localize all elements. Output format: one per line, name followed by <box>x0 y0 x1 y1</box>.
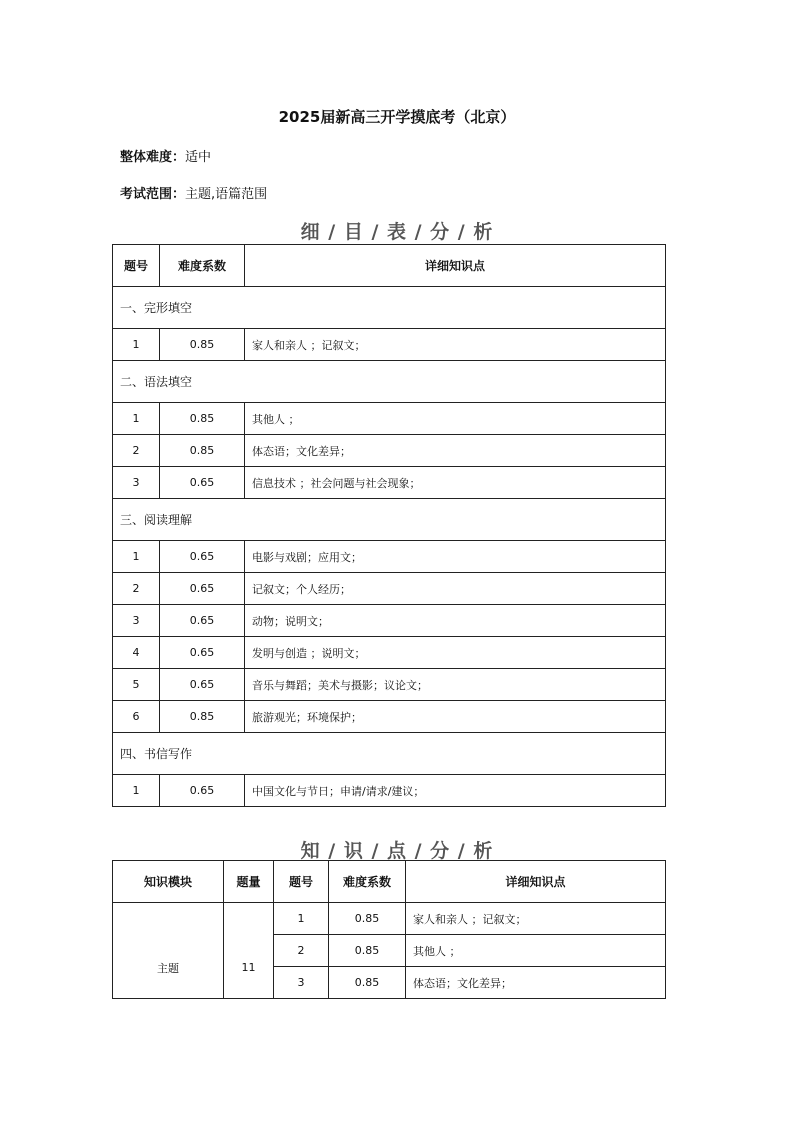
detail-section-title: 细 / 目 / 表 / 分 / 析 <box>300 221 494 243</box>
difficulty-coef: 0.65 <box>160 637 245 669</box>
knowledge-points: 信息技术 ；社会问题与社会现象； <box>245 467 666 499</box>
question-no: 5 <box>113 669 160 701</box>
exam-scope <box>120 183 267 202</box>
header-count: 题量 <box>224 861 274 903</box>
table-row <box>113 775 666 807</box>
category-cloze: 一、完形填空 <box>113 287 666 329</box>
table-row <box>113 467 666 499</box>
question-no: 2 <box>113 573 160 605</box>
difficulty-coef: 0.85 <box>329 967 406 999</box>
document-title: 2025届新高三开学摸底考（北京） <box>278 108 516 126</box>
question-no: 3 <box>113 605 160 637</box>
knowledge-points: 动物；说明文； <box>245 605 666 637</box>
question-no: 2 <box>113 435 160 467</box>
knowledge-points: 体态语；文化差异； <box>406 967 666 999</box>
category-row <box>113 499 666 541</box>
question-no: 4 <box>113 637 160 669</box>
category-row <box>113 287 666 329</box>
table-row <box>113 573 666 605</box>
question-no: 3 <box>113 467 160 499</box>
table-row <box>113 541 666 573</box>
header-difficulty: 难度系数 <box>160 245 245 287</box>
question-no: 2 <box>274 935 329 967</box>
knowledge-table <box>112 860 666 999</box>
knowledge-section-title: 知 / 识 / 点 / 分 / 析 <box>300 840 494 862</box>
question-no: 1 <box>113 775 160 807</box>
question-no: 1 <box>274 903 329 935</box>
table-row <box>113 329 666 361</box>
difficulty-coef: 0.85 <box>329 903 406 935</box>
knowledge-points: 发明与创造 ；说明文； <box>245 637 666 669</box>
knowledge-points: 其他人 ； <box>245 403 666 435</box>
knowledge-points: 记叙文；个人经历； <box>245 573 666 605</box>
table-row <box>113 669 666 701</box>
module-cell: 主题 <box>113 903 224 999</box>
question-no: 1 <box>113 403 160 435</box>
question-no: 1 <box>113 541 160 573</box>
difficulty-coef: 0.85 <box>160 403 245 435</box>
detail-table <box>112 244 666 807</box>
header-difficulty: 难度系数 <box>329 861 406 903</box>
table-row <box>113 435 666 467</box>
header-question-no: 题号 <box>113 245 160 287</box>
category-grammar: 二、语法填空 <box>113 361 666 403</box>
knowledge-header-row <box>113 861 666 903</box>
question-no: 3 <box>274 967 329 999</box>
difficulty-coef: 0.85 <box>160 329 245 361</box>
overall-difficulty <box>120 146 211 165</box>
knowledge-points: 其他人 ； <box>406 935 666 967</box>
question-no: 6 <box>113 701 160 733</box>
header-knowledge-points: 详细知识点 <box>406 861 666 903</box>
category-writing: 四、书信写作 <box>113 733 666 775</box>
scope-value: 主题,语篇范围 <box>185 187 268 202</box>
difficulty-coef: 0.85 <box>160 435 245 467</box>
difficulty-coef: 0.65 <box>160 467 245 499</box>
table-row <box>113 701 666 733</box>
difficulty-coef: 0.65 <box>160 669 245 701</box>
category-reading: 三、阅读理解 <box>113 499 666 541</box>
category-row <box>113 733 666 775</box>
knowledge-points: 家人和亲人 ；记叙文； <box>406 903 666 935</box>
difficulty-label: 整体难度： <box>120 150 186 165</box>
difficulty-value: 适中 <box>185 150 212 165</box>
knowledge-points: 中国文化与节日；申请/请求/建议； <box>245 775 666 807</box>
header-module: 知识模块 <box>113 861 224 903</box>
difficulty-coef: 0.85 <box>329 935 406 967</box>
question-no: 1 <box>113 329 160 361</box>
detail-header-row <box>113 245 666 287</box>
difficulty-coef: 0.65 <box>160 775 245 807</box>
table-row <box>113 637 666 669</box>
difficulty-coef: 0.65 <box>160 573 245 605</box>
count-cell: 11 <box>224 903 274 999</box>
difficulty-coef: 0.65 <box>160 605 245 637</box>
category-row <box>113 361 666 403</box>
table-row <box>113 605 666 637</box>
knowledge-points: 家人和亲人 ；记叙文； <box>245 329 666 361</box>
knowledge-points: 电影与戏剧；应用文； <box>245 541 666 573</box>
difficulty-coef: 0.85 <box>160 701 245 733</box>
scope-label: 考试范围： <box>120 187 186 202</box>
difficulty-coef: 0.65 <box>160 541 245 573</box>
header-question-no: 题号 <box>274 861 329 903</box>
table-row <box>113 903 666 935</box>
knowledge-points: 体态语；文化差异； <box>245 435 666 467</box>
knowledge-points: 旅游观光；环境保护； <box>245 701 666 733</box>
header-knowledge-points: 详细知识点 <box>245 245 666 287</box>
table-row <box>113 403 666 435</box>
knowledge-points: 音乐与舞蹈；美术与摄影；议论文； <box>245 669 666 701</box>
